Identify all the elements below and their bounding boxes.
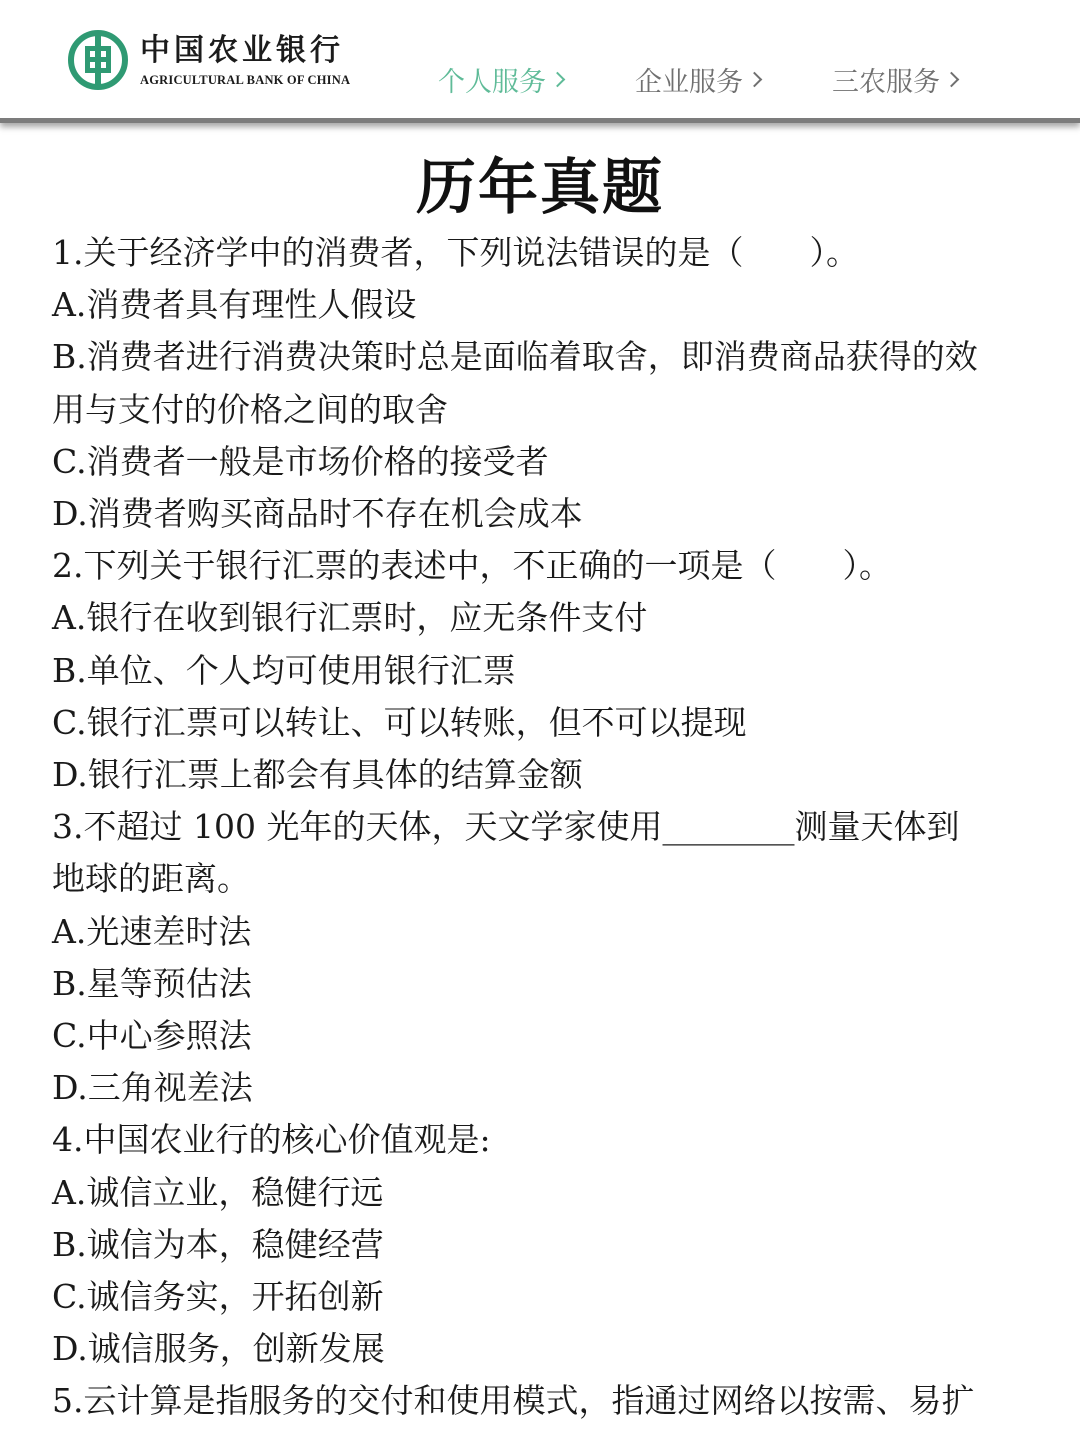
abc-emblem-icon bbox=[68, 30, 128, 90]
question-text-line: 4.中国农业行的核心价值观是: bbox=[52, 1120, 491, 1160]
option-line: B.消费者进行消费决策时总是面临着取舍，即消费商品获得的效 bbox=[52, 337, 978, 377]
question-text-line: 3.不超过 100 光年的天体，天文学家使用________测量天体到 bbox=[52, 807, 960, 847]
question-text-line: 2.下列关于银行汇票的表述中，不正确的一项是（ ）。 bbox=[52, 546, 892, 586]
option-line: B.诚信为本，稳健经营 bbox=[52, 1224, 384, 1264]
option-line: D.消费者购买商品时不存在机会成本 bbox=[52, 494, 583, 534]
option-line: D.诚信服务，创新发展 bbox=[52, 1329, 385, 1369]
option-line: A.诚信立业，稳健行远 bbox=[52, 1172, 384, 1212]
question-text-line: 1.关于经济学中的消费者，下列说法错误的是（ ）。 bbox=[52, 233, 859, 272]
chevron-right-icon bbox=[944, 72, 960, 88]
main-nav bbox=[438, 60, 957, 99]
question-text-line: 地球的距离。 bbox=[52, 859, 250, 899]
page-title: 历年真题 bbox=[416, 153, 664, 223]
option-line: A.消费者具有理性人假设 bbox=[52, 285, 417, 325]
option-line: C.中心参照法 bbox=[52, 1016, 252, 1056]
nav-corporate-services[interactable] bbox=[635, 60, 760, 99]
option-line: A.银行在收到银行汇票时，应无条件支付 bbox=[52, 598, 648, 638]
nav-agricultural-services[interactable] bbox=[832, 60, 957, 99]
nav-label: 个人服务 bbox=[438, 67, 546, 98]
option-line: D.三角视差法 bbox=[52, 1068, 253, 1108]
logo-english-name: AGRICULTURAL BANK OF CHINA bbox=[140, 72, 351, 87]
logo-chinese-name: 中国农业银行 bbox=[140, 32, 344, 68]
option-line: D.银行汇票上都会有具体的结算金额 bbox=[52, 755, 583, 795]
chevron-right-icon bbox=[747, 72, 763, 88]
option-line: C.消费者一般是市场价格的接受者 bbox=[52, 441, 549, 481]
option-line: C.诚信务实，开拓创新 bbox=[52, 1277, 384, 1317]
chevron-right-icon bbox=[550, 72, 566, 88]
nav-label: 企业服务 bbox=[635, 67, 743, 98]
nav-label: 三农服务 bbox=[832, 67, 940, 98]
option-line: 用与支付的价格之间的取舍 bbox=[52, 389, 448, 429]
question-text-line: 5.云计算是指服务的交付和使用模式，指通过网络以按需、易扩 bbox=[52, 1381, 975, 1421]
option-line: B.星等预估法 bbox=[52, 963, 252, 1003]
site-header bbox=[0, 0, 1080, 123]
question-list bbox=[0, 223, 1080, 1428]
nav-personal-services[interactable] bbox=[438, 60, 563, 99]
option-line: C.银行汇票可以转让、可以转账，但不可以提现 bbox=[52, 702, 747, 742]
option-line: A.光速差时法 bbox=[52, 911, 252, 951]
option-line: B.单位、个人均可使用银行汇票 bbox=[52, 650, 516, 690]
bank-logo[interactable] bbox=[68, 30, 350, 90]
